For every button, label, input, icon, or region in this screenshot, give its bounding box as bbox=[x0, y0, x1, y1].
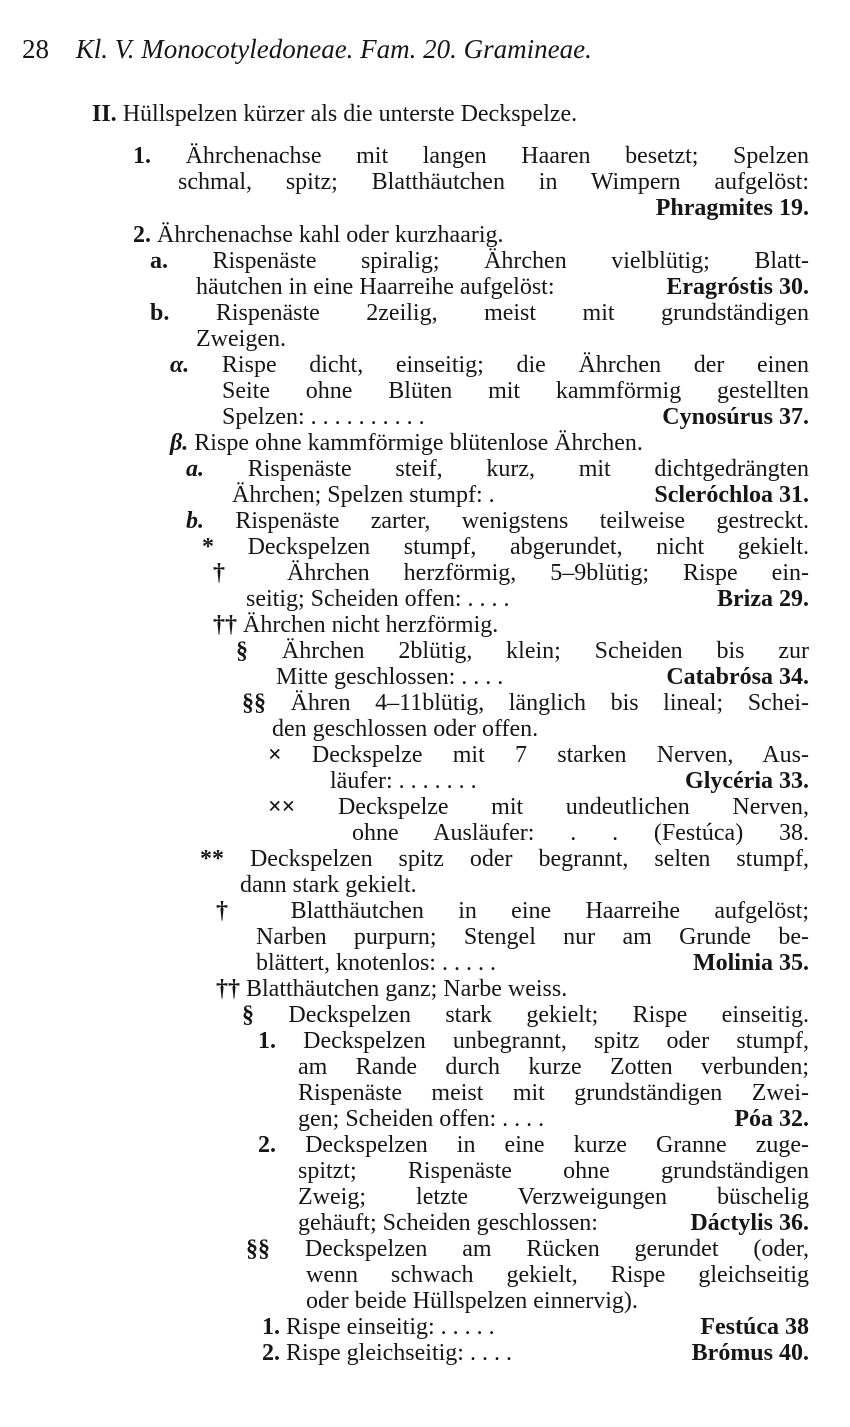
key-text: oder beide Hüllspelzen einnervig). bbox=[306, 1288, 638, 1314]
key-line-content bbox=[298, 1106, 544, 1132]
key-line bbox=[306, 1288, 638, 1314]
key-line bbox=[196, 326, 286, 352]
key-line bbox=[298, 1054, 809, 1080]
key-line bbox=[240, 872, 417, 898]
key-line-content bbox=[222, 378, 809, 404]
key-label: † bbox=[216, 898, 291, 924]
key-line bbox=[352, 820, 809, 846]
key-text: Ährchen; Spelzen stumpf: . bbox=[232, 482, 495, 508]
key-line-content bbox=[242, 690, 809, 716]
key-label: †† bbox=[216, 976, 246, 1002]
key-line bbox=[133, 222, 504, 248]
page-number: 28 bbox=[22, 34, 49, 64]
page-title: Kl. V. Monocotyledoneae. Fam. 20. Gramineae. bbox=[75, 34, 592, 64]
key-line-content bbox=[216, 898, 809, 924]
key-line bbox=[246, 586, 809, 612]
key-label: 1. bbox=[258, 1028, 304, 1054]
key-line-content bbox=[150, 248, 809, 274]
key-label: § bbox=[236, 638, 282, 664]
key-line bbox=[202, 534, 809, 560]
key-label: b. bbox=[186, 508, 236, 534]
key-line bbox=[276, 664, 809, 690]
key-text: Rispenäste meist mit grundständigen Zwei- bbox=[298, 1080, 809, 1106]
key-line-content bbox=[170, 352, 809, 378]
key-text: am Rande durch kurze Zotten verbunden; bbox=[298, 1054, 809, 1080]
key-line bbox=[242, 690, 809, 716]
key-text: den geschlossen oder offen. bbox=[272, 716, 539, 742]
key-label: α. bbox=[170, 352, 222, 378]
key-line bbox=[256, 950, 809, 976]
genus-name: Póa 32. bbox=[734, 1106, 809, 1132]
key-line bbox=[170, 352, 809, 378]
key-line-content bbox=[246, 1236, 809, 1262]
key-line bbox=[222, 404, 809, 430]
genus-name: Scleróchloa 31. bbox=[654, 482, 809, 508]
key-text: Ähren 4–11blütig, länglich bis lineal; Schei- bbox=[290, 690, 810, 716]
key-text: wenn schwach gekielt, Rispe gleichseitig bbox=[306, 1262, 809, 1288]
genus-name: Cynosúrus 37. bbox=[662, 404, 809, 430]
key-line-content bbox=[298, 1210, 598, 1236]
key-label: † bbox=[213, 560, 288, 586]
key-line bbox=[298, 1158, 809, 1184]
key-line bbox=[246, 1236, 809, 1262]
key-label: §§ bbox=[246, 1236, 305, 1262]
key-label: a. bbox=[186, 456, 248, 482]
key-line-content bbox=[92, 101, 577, 127]
key-text: ohne Ausläufer: . . (Festúca) 38. bbox=[352, 820, 809, 846]
key-line bbox=[298, 1210, 809, 1236]
key-line-content bbox=[306, 1288, 638, 1314]
genus-name: Brómus 40. bbox=[691, 1340, 809, 1366]
key-text: Rispe einseitig: . . . . . bbox=[286, 1314, 495, 1340]
key-line-content bbox=[236, 638, 809, 664]
key-text: Rispenäste zarter, wenigstens teilweise gestreckt. bbox=[235, 508, 809, 534]
genus-name: Catabrósa 34. bbox=[666, 664, 809, 690]
key-line-content bbox=[262, 1340, 512, 1366]
key-line-content bbox=[330, 768, 477, 794]
key-line-content bbox=[213, 612, 498, 638]
key-text: blättert, knotenlos: . . . . . bbox=[256, 950, 496, 976]
key-text: Zweig; letzte Verzweigungen büschelig bbox=[298, 1184, 809, 1210]
key-text: seitig; Scheiden offen: . . . . bbox=[246, 586, 510, 612]
key-line-content bbox=[196, 326, 286, 352]
key-line-content bbox=[256, 950, 496, 976]
key-line-content bbox=[150, 300, 809, 326]
key-label: 1. bbox=[133, 143, 186, 169]
key-line-content bbox=[272, 716, 538, 742]
key-label: * bbox=[202, 534, 248, 560]
key-label: b. bbox=[150, 300, 216, 326]
key-line bbox=[216, 898, 809, 924]
key-line bbox=[216, 976, 567, 1002]
key-text: Deckspelzen am Rücken gerundet (oder, bbox=[304, 1236, 810, 1262]
key-label: a. bbox=[150, 248, 213, 274]
key-text: Zweigen. bbox=[196, 326, 286, 352]
key-line bbox=[150, 248, 809, 274]
genus-name: Festúca 38 bbox=[700, 1314, 809, 1340]
key-line-content bbox=[222, 404, 425, 430]
key-label: ×× bbox=[268, 794, 338, 820]
key-label: β. bbox=[170, 430, 195, 456]
key-label: †† bbox=[213, 612, 243, 638]
key-line bbox=[258, 1132, 809, 1158]
key-line-content bbox=[298, 1080, 809, 1106]
key-line-content bbox=[276, 664, 503, 690]
key-text: Ährchen nicht herzförmig. bbox=[243, 612, 499, 638]
key-text: Deckspelzen stumpf, abgerundet, nicht gekielt. bbox=[247, 534, 809, 560]
key-text: Deckspelzen unbegrannt, spitz oder stumpf, bbox=[303, 1028, 809, 1054]
key-text: Ährchenachse kahl oder kurzhaarig. bbox=[157, 222, 504, 248]
key-line-content bbox=[258, 1028, 809, 1054]
key-label: § bbox=[242, 1002, 289, 1028]
key-text: Deckspelze mit undeutlichen Nerven, bbox=[337, 794, 809, 820]
key-text: Ährchen herzförmig, 5–9blütig; Rispe ein- bbox=[287, 560, 809, 586]
key-line bbox=[298, 1106, 809, 1132]
key-line bbox=[178, 195, 809, 221]
genus-name: Phragmites 19. bbox=[655, 195, 809, 221]
key-line bbox=[222, 378, 809, 404]
key-text: häutchen in eine Haarreihe aufgelöst: bbox=[196, 274, 555, 300]
key-line-content bbox=[170, 430, 643, 456]
running-header bbox=[22, 34, 592, 65]
key-text: Spelzen: . . . . . . . . . . bbox=[222, 404, 425, 430]
key-line bbox=[272, 716, 538, 742]
key-line bbox=[306, 1262, 809, 1288]
key-line-content bbox=[178, 169, 809, 195]
key-label: §§ bbox=[242, 690, 291, 716]
key-label: × bbox=[268, 742, 312, 768]
key-line bbox=[133, 143, 809, 169]
key-line bbox=[298, 1080, 809, 1106]
key-line-content bbox=[216, 976, 567, 1002]
key-text: läufer: . . . . . . . bbox=[330, 768, 477, 794]
key-text: gehäuft; Scheiden geschlossen: bbox=[298, 1210, 598, 1236]
key-label: 2. bbox=[262, 1340, 286, 1366]
key-text: spitzt; Rispenäste ohne grundständigen bbox=[298, 1158, 809, 1184]
key-text: Ährchenachse mit langen Haaren besetzt; Spelzen bbox=[185, 143, 809, 169]
key-text: Blatthäutchen ganz; Narbe weiss. bbox=[246, 976, 568, 1002]
key-text: Rispenäste 2zeilig, meist mit grundständigen bbox=[215, 300, 809, 326]
key-line bbox=[268, 794, 809, 820]
key-text: Blatthäutchen in eine Haarreihe aufgelöst; bbox=[290, 898, 809, 924]
key-line bbox=[186, 456, 809, 482]
key-line bbox=[170, 430, 643, 456]
key-label: ** bbox=[200, 846, 250, 872]
key-line-content bbox=[298, 1184, 809, 1210]
key-line bbox=[256, 924, 809, 950]
key-line bbox=[298, 1184, 809, 1210]
key-line-content bbox=[196, 274, 555, 300]
key-line-content bbox=[298, 1158, 809, 1184]
key-text: Rispe ohne kammförmige blütenlose Ährchen. bbox=[194, 430, 643, 456]
key-text: schmal, spitz; Blatthäutchen in Wimpern aufgelöst: bbox=[178, 169, 809, 195]
key-line-content bbox=[213, 560, 809, 586]
key-text: Deckspelzen stark gekielt; Rispe einseitig. bbox=[288, 1002, 809, 1028]
key-line bbox=[92, 101, 577, 127]
genus-name: Briza 29. bbox=[717, 586, 809, 612]
key-line bbox=[330, 768, 809, 794]
key-line-content bbox=[268, 742, 809, 768]
key-line-content bbox=[268, 794, 809, 820]
key-text: gen; Scheiden offen: . . . . bbox=[298, 1106, 545, 1132]
key-text: Rispenäste spiralig; Ährchen vielblütig; Blatt- bbox=[212, 248, 809, 274]
key-text: Mitte geschlossen: . . . . bbox=[276, 664, 504, 690]
key-line bbox=[213, 612, 498, 638]
genus-name: Glycéria 33. bbox=[685, 768, 809, 794]
key-line-content bbox=[262, 1314, 495, 1340]
key-line-content bbox=[298, 1054, 809, 1080]
key-line bbox=[262, 1340, 809, 1366]
key-line-content bbox=[133, 143, 809, 169]
key-line bbox=[213, 560, 809, 586]
key-text: Deckspelzen in eine kurze Granne zuge- bbox=[305, 1132, 810, 1158]
key-text: Ährchen 2blütig, klein; Scheiden bis zur bbox=[281, 638, 810, 664]
key-label: 1. bbox=[262, 1314, 286, 1340]
key-line-content bbox=[240, 872, 417, 898]
key-line-content bbox=[186, 508, 809, 534]
key-line bbox=[196, 274, 809, 300]
key-text: Rispenäste steif, kurz, mit dichtgedrängten bbox=[247, 456, 809, 482]
key-line bbox=[232, 482, 809, 508]
key-text: Deckspelzen spitz oder begrannt, selten stumpf, bbox=[249, 846, 809, 872]
key-line-content bbox=[306, 1262, 809, 1288]
key-line bbox=[262, 1314, 809, 1340]
key-line-content bbox=[133, 222, 504, 248]
key-line-content bbox=[200, 846, 809, 872]
key-label: 2. bbox=[133, 222, 157, 248]
key-line-content bbox=[352, 820, 809, 846]
key-text: Deckspelze mit 7 starken Nerven, Aus- bbox=[311, 742, 809, 768]
key-text: Seite ohne Blüten mit kammförmig gestellten bbox=[222, 378, 809, 404]
key-line-content bbox=[186, 456, 809, 482]
key-line bbox=[242, 1002, 809, 1028]
genus-name: Eragróstis 30. bbox=[666, 274, 809, 300]
key-line bbox=[178, 169, 809, 195]
key-line-content bbox=[242, 1002, 809, 1028]
key-line bbox=[200, 846, 809, 872]
key-text: Rispe dicht, einseitig; die Ährchen der einen bbox=[221, 352, 809, 378]
key-line-content bbox=[202, 534, 809, 560]
key-label: II. bbox=[92, 101, 123, 127]
key-text: Rispe gleichseitig: . . . . bbox=[286, 1340, 512, 1366]
key-text: dann stark gekielt. bbox=[240, 872, 417, 898]
key-label: 2. bbox=[258, 1132, 306, 1158]
key-line bbox=[186, 508, 809, 534]
key-line-content bbox=[258, 1132, 809, 1158]
key-text: Hüllspelzen kürzer als die unterste Deckspelze. bbox=[122, 101, 578, 127]
genus-name: Dáctylis 36. bbox=[690, 1210, 809, 1236]
key-line-content bbox=[256, 924, 809, 950]
key-line bbox=[150, 300, 809, 326]
key-line bbox=[236, 638, 809, 664]
key-line bbox=[268, 742, 809, 768]
key-line bbox=[258, 1028, 809, 1054]
key-line-content bbox=[232, 482, 495, 508]
genus-name: Molinia 35. bbox=[692, 950, 809, 976]
key-text: Narben purpurn; Stengel nur am Grunde be- bbox=[256, 924, 809, 950]
key-line-content bbox=[246, 586, 510, 612]
